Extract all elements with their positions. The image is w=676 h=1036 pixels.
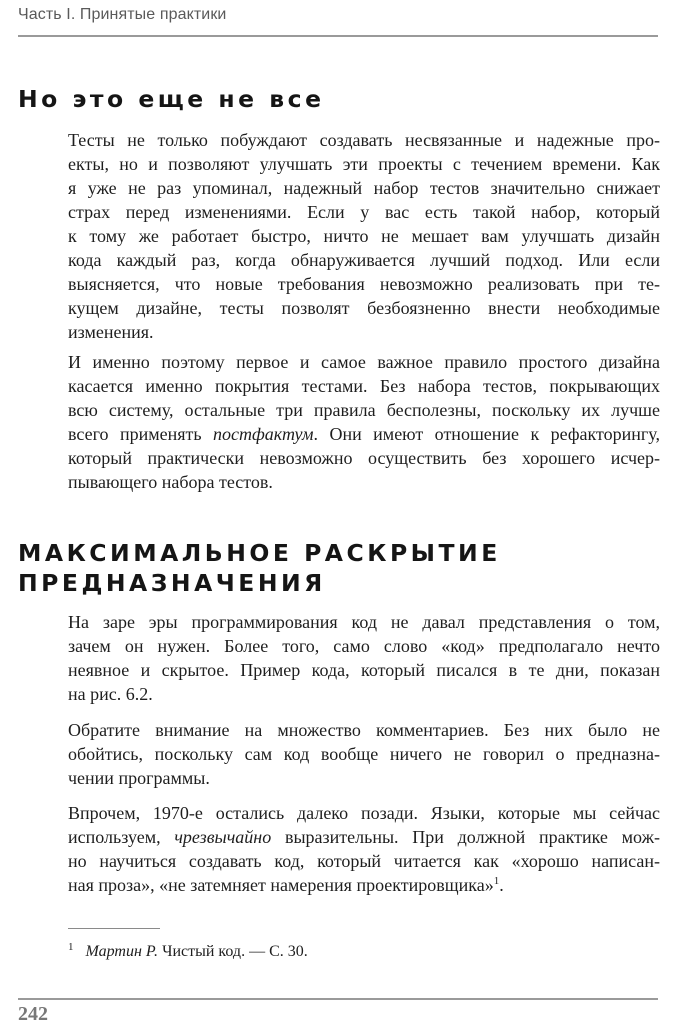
text-line: кода каждый раз, когда обнаруживается лучший подход. Или если	[68, 250, 660, 270]
text-line: чении программы.	[68, 768, 210, 788]
footnote-mark: 1	[68, 941, 74, 953]
footnote-rule	[68, 928, 160, 929]
footnote-author: Мартин Р.	[85, 943, 159, 960]
running-head: Часть I. Принятые практики	[18, 6, 227, 23]
paragraph-comments	[68, 718, 660, 790]
footer-rule	[18, 998, 658, 1000]
text-run: всего применять	[68, 424, 214, 444]
text-line: неявное и скрытое. Пример кода, который писался в те дни, показан	[68, 660, 660, 680]
text-line: кущем дизайне, тесты позволят безбоязненно внести необходимые	[68, 298, 660, 318]
text-line: всю систему, остальные три правила бесполезны, поскольку их лучше	[68, 400, 660, 420]
text-line: обойтись, поскольку сам код вообще ничего не говорил о предназна-	[68, 744, 660, 764]
text-line: на рис. 6.2.	[68, 684, 153, 704]
italic-term: постфактум	[213, 424, 314, 444]
header-rule	[18, 35, 658, 37]
italic-term: чрезвычайно	[174, 827, 272, 847]
text-line: На заре эры программирования код не давал представления о том,	[68, 612, 660, 632]
section-heading-not-all: Но это еще не все	[18, 85, 325, 113]
text-run: выразительны. При должной практике мож-	[271, 827, 661, 847]
text-line: но научиться создавать код, который читается как «хорошо написан-	[68, 851, 660, 871]
text-line: я уже не раз упоминал, надежный набор тестов значительно снижает	[68, 178, 660, 198]
text-line: И именно поэтому первое и самое важное правило простого дизайна	[68, 352, 660, 372]
text-line: к тому же работает быстро, ничто не мешает вам улучшать дизайн	[68, 226, 660, 246]
footnote-text: Чистый код. — С. 30.	[158, 943, 308, 960]
text-line: касается именно покрытия тестами. Без набора тестов, покрывающих	[68, 376, 660, 396]
text-line: пывающего набора тестов.	[68, 472, 273, 492]
text-line: Обратите внимание на множество комментариев. Без них было не	[68, 720, 660, 740]
text-line: выясняется, что новые требования невозможно реализовать при те-	[68, 274, 660, 294]
text-line: изменения.	[68, 322, 154, 342]
paragraph-first-rule	[68, 350, 660, 494]
heading-line: ПРЕДНАЗНАЧЕНИЯ	[18, 569, 326, 597]
text-run: используем,	[68, 827, 175, 847]
text-line	[68, 873, 660, 897]
heading-line: МАКСИМАЛЬНОЕ РАСКРЫТИЕ	[18, 539, 501, 567]
paragraph-expressive-languages	[68, 801, 660, 897]
text-run: . Они имеют отношение к рефакторингу,	[313, 424, 660, 444]
section-heading-max-intent	[18, 538, 501, 598]
text-line: Тесты не только побуждают создавать несвязанные и надежные про-	[68, 130, 660, 150]
text-run: .	[499, 875, 504, 895]
text-line: страх перед изменениями. Если у вас есть такой набор, который	[68, 202, 660, 222]
text-line: Впрочем, 1970-е остались далеко позади. Языки, которые мы сейчас	[68, 803, 660, 823]
text-line	[68, 422, 660, 446]
text-line: зачем он нужен. Более того, само слово «код» предполагало нечто	[68, 636, 660, 656]
text-line	[68, 825, 660, 849]
paragraph-early-code	[68, 610, 660, 706]
paragraph-tests-improve	[68, 128, 660, 344]
footnote	[68, 937, 308, 962]
text-run: ная проза», «не затемняет намерения проектировщика»	[68, 875, 494, 895]
footnote-ref[interactable]: 1	[493, 875, 500, 887]
text-line: екты, но и позволяют улучшать эти проекты с течением времени. Как	[68, 154, 660, 174]
text-line: который практически невозможно осуществить без хорошего исчер-	[68, 448, 660, 468]
page-number: 242	[18, 1003, 48, 1025]
